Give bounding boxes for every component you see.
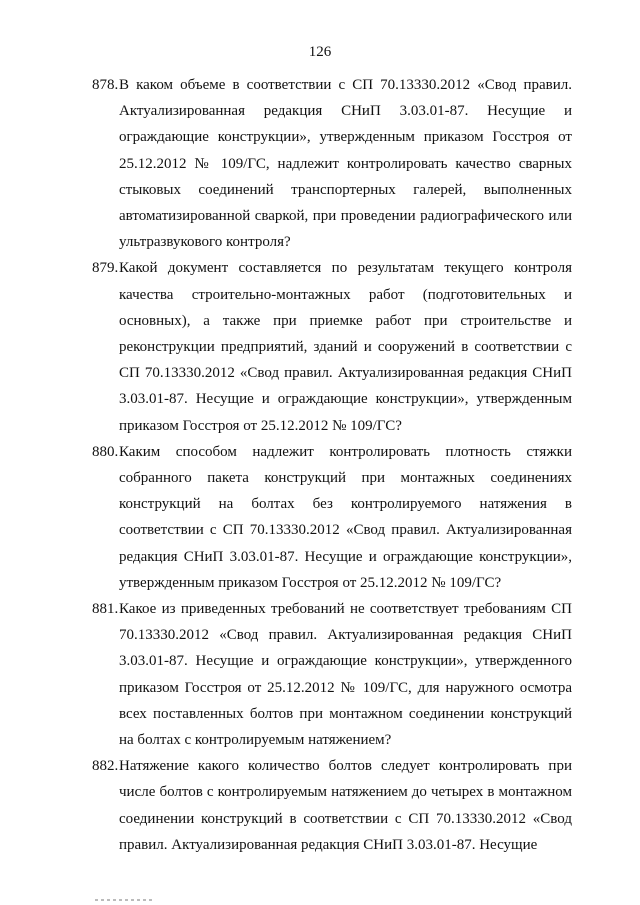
question-number: 880. [92, 443, 119, 460]
question-text: Какое из приведенных требований не соответствует требованиям СП 70.13330.2012 «Свод правил. Актуализированная редакция СНиП 3.03.01-87. Несущие и ограждающие конструкции», утвержденного приказом Госстроя от 25.12.2012 № 109/ГС, для наружного осмотра всех поставленных болтов при монтажном соединении конструкций на болтах с контролируемым натяжением? [119, 601, 572, 749]
question-text: Натяжение какого количество болтов следует контролировать при числе болтов с контролируемым натяжением до четырех в монтажном соединении конструкций в соответствии с СП 70.13330.2012 «Свод правил. Актуализированная редакция СНиП 3.03.01-87. Несущие [119, 758, 572, 853]
scan-footer-mark [95, 899, 155, 901]
question-number: 881. [92, 601, 119, 618]
question-item [92, 753, 572, 858]
question-text: Каким способом надлежит контролировать плотность стяжки собранного пакета конструкций при монтажных соединениях конструкций на болтах без контролируемого натяжения в соответствии с СП 70.13330.2012 «Свод правил. Актуализированная редакция СНиП 3.03.01-87. Несущие и ограждающие конструкции», утвержденным приказом Госстроя от 25.12.2012 № 109/ГС? [119, 443, 572, 591]
question-list [92, 72, 572, 858]
question-text: Какой документ составляется по результатам текущего контроля качества строительно-монтажных работ (подготовительных и основных), а также при приемке работ при строительстве и реконструкции предприятий, зданий и сооружений в соответствии с СП 70.13330.2012 «Свод правил. Актуализированная редакция СНиП 3.03.01-87. Несущие и ограждающие конструкции», утвержденным приказом Госстроя от 25.12.2012 № 109/ГС? [119, 260, 572, 434]
page-number: 126 [308, 44, 332, 60]
question-item [92, 596, 572, 753]
question-number: 882. [92, 758, 119, 775]
question-item [92, 72, 572, 255]
question-item [92, 439, 572, 596]
question-number: 879. [92, 260, 119, 277]
question-text: В каком объеме в соответствии с СП 70.13330.2012 «Свод правил. Актуализированная редакция СНиП 3.03.01-87. Несущие и ограждающие конструкции», утвержденным приказом Госстроя от 25.12.2012 № 109/ГС, надлежит контролировать качество сварных стыковых соединений транспортерных галерей, выполненных автоматизированной сваркой, при проведении радиографического или ультразвукового контроля? [119, 77, 572, 251]
question-number: 878. [92, 77, 119, 93]
question-item [92, 255, 572, 438]
